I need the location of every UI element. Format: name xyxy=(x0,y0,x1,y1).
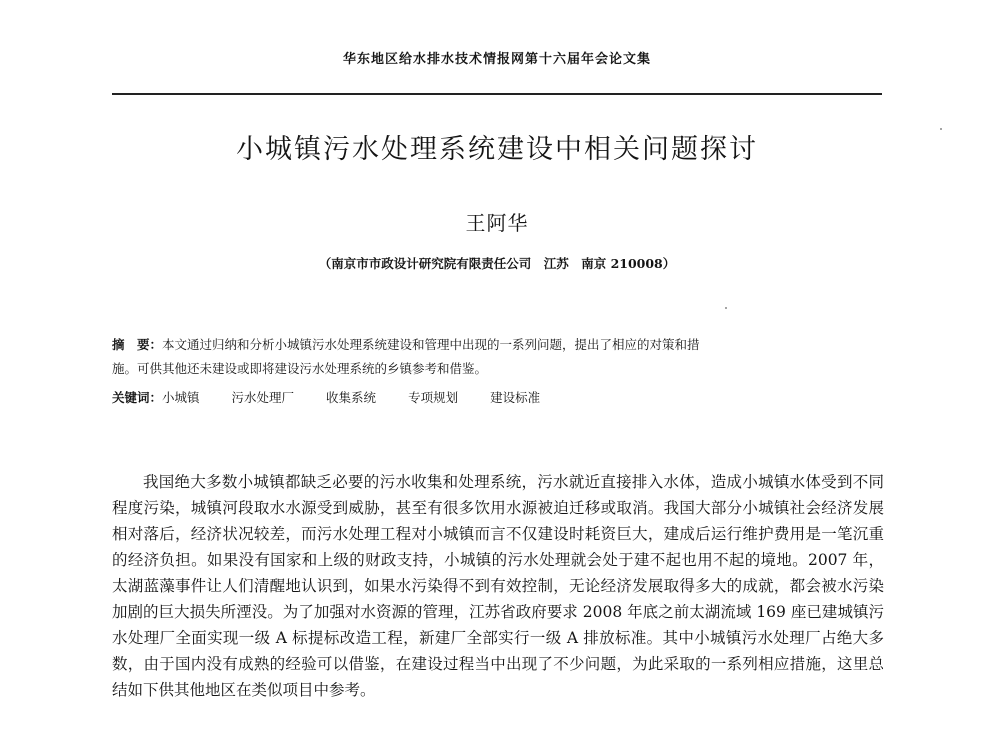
body-paragraph: 我国绝大多数小城镇都缺乏必要的污水收集和处理系统，污水就近直接排入水体，造成小城镇水体受到不同程度污染，城镇河段取水水源受到威胁，甚至有很多饮用水源被迫迁移或取消。我国大部分小城镇社会经济发展相对落后，经济状况较差，而污水处理工程对小城镇而言不仅建设时耗资巨大，建成后运行维护费用是一笔沉重的经济负担。如果没有国家和上级的财政支持，小城镇的污水处理就会处于建不起也用不起的境地。2007 年，太湖蓝藻事件让人们清醒地认识到，如果水污染得不到有效控制，无论经济发展取得多大的成就，都会被水污染加剧的巨大损失所湮没。为了加强对水资源的管理，江苏省政府要求 2008 年底之前太湖流域 169 座已建城镇污水处理厂全面实现一级 A 标提标改造工程，新建厂全部实行一级 A 排放标准。其中小城镇污水处理厂占绝大多数，由于国内没有成熟的经验可以借鉴，在建设过程当中出现了不少问题，为此采取的一系列相应措施，这里总结如下供其他地区在类似项目中参考。 xyxy=(112,473,884,699)
scan-speck xyxy=(725,307,727,309)
abstract-label: 摘 要： xyxy=(112,337,163,352)
keyword-item: 小城镇 xyxy=(162,390,200,405)
abstract xyxy=(112,333,712,381)
keyword-item: 专项规划 xyxy=(408,390,459,405)
keywords xyxy=(112,386,752,410)
author-name: 王阿华 xyxy=(465,211,529,235)
keywords-label: 关键词： xyxy=(112,390,163,405)
header-rule xyxy=(112,93,882,95)
author-affiliation: （南京市市政设计研究院有限责任公司 江苏 南京 210008） xyxy=(318,256,676,271)
proceedings-header: 华东地区给水排水技术情报网第十六届年会论文集 xyxy=(342,52,651,67)
abstract-text: 本文通过归纳和分析小城镇污水处理系统建设和管理中出现的一系列问题，提出了相应的对策和措施。可供其他还未建设或即将建设污水处理系统的乡镇参考和借鉴。 xyxy=(112,337,700,376)
keyword-item: 收集系统 xyxy=(326,390,377,405)
paper-title: 小城镇污水处理系统建设中相关问题探讨 xyxy=(236,134,758,165)
keyword-item: 污水处理厂 xyxy=(231,390,295,405)
scan-speck xyxy=(940,128,942,130)
keyword-item: 建设标准 xyxy=(490,390,541,405)
